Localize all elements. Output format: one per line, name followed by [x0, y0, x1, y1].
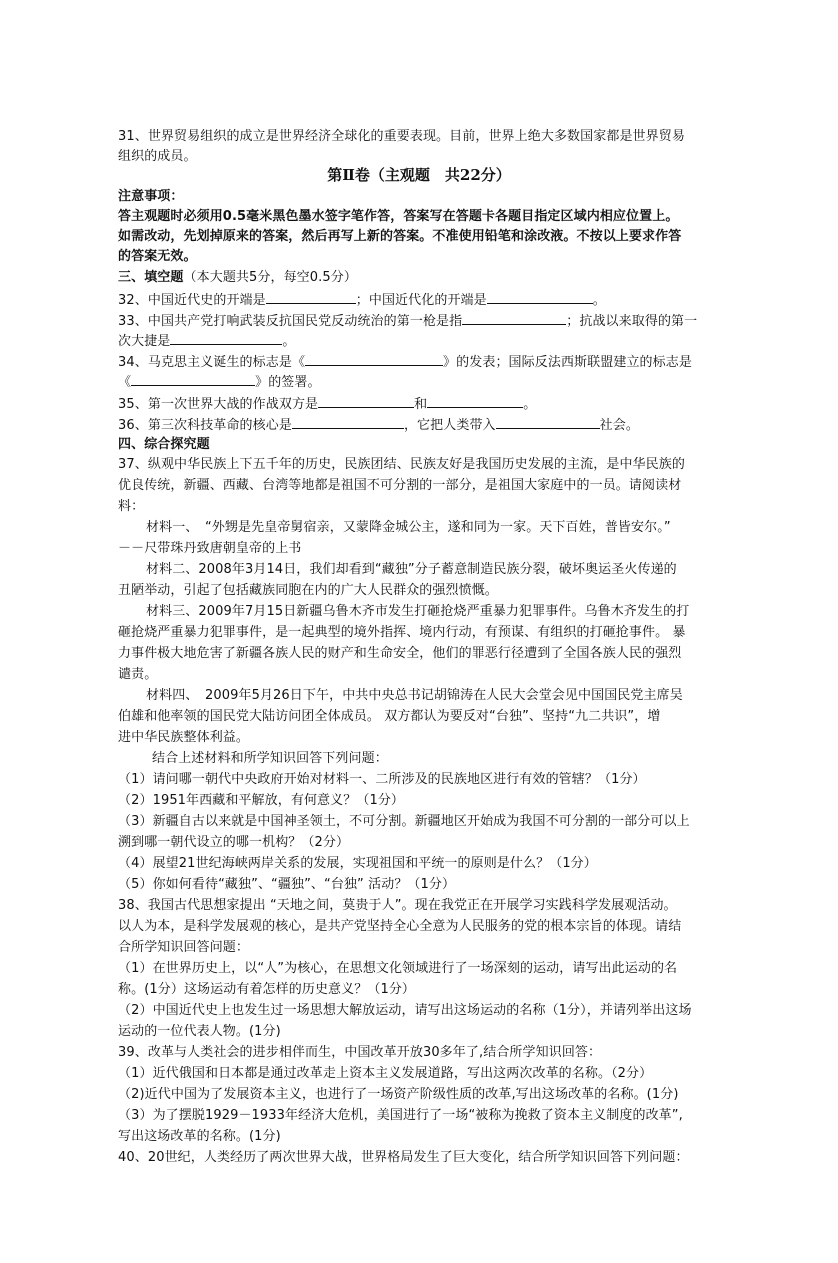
q34-text-b: 》的发表；国际反法西斯联盟建立的标志是: [443, 355, 692, 370]
q38-sub-2-line-2: 运动的一位代表人物。(1分): [118, 1024, 281, 1039]
q34: [118, 351, 730, 373]
q36-text-a: 36、第三次科技革命的核心是: [118, 418, 292, 433]
q36-blank-2[interactable]: [496, 414, 600, 429]
q36-text-b: ，它把人类带入: [403, 418, 496, 433]
q32-blank-2[interactable]: [487, 289, 593, 304]
q39-sub-3-line-1: （3）为了摆脱1929－1933年经济大危机，美国进行了一场“被称为挽救了资本主义制度的改革”,: [118, 1108, 683, 1123]
q34-text-a: 34、马克思主义诞生的标志是《: [118, 355, 306, 370]
part2-title: 第Ⅱ卷（主观题 共22分）: [327, 166, 511, 184]
material-2-line-2: 丑陋举动，引起了包括藏族同胞在内的广大人民群众的强烈愤慨。: [118, 583, 498, 598]
q38-line-3: 合所学知识回答问题：: [118, 940, 250, 955]
q34-blank-1[interactable]: [305, 351, 443, 366]
notice-line-1: 答主观题时必须用0.5毫米黑色墨水签字笔作答，答案写在答题卡各题目指定区域内相应位置上。: [118, 209, 679, 224]
material-3-line-3: 力事件极大地危害了新疆各族人民的财产和生命安全，他们的罪恶行径遭到了全国各族人民的强烈: [118, 646, 682, 661]
q31-line-1: 31、世界贸易组织的成立是世界经济全球化的重要表现。目前，世界上绝大多数国家都是世界贸易: [118, 129, 685, 144]
q37-sub-3-line-2: 溯到哪一朝代设立的哪一机构？（2分）: [118, 835, 350, 850]
q34-cont: [118, 371, 730, 393]
notice-line-3: 的答案无效。: [118, 249, 197, 264]
section4-heading: 四、综合探究题: [118, 437, 210, 452]
q32-blank-1[interactable]: [266, 289, 356, 304]
q35: [118, 393, 730, 415]
q35-text-b: 和: [414, 397, 428, 412]
section3-heading: 三、填空题: [118, 270, 184, 285]
material-4-line-2: 伯雄和他率领的国民党大陆访问团全体成员。 双方都认为要反对“台独”、坚持“九二共识”，增: [118, 709, 661, 724]
material-4-line-3: 进中华民族整体利益。: [118, 730, 250, 745]
q37-sub-1: （1）请问哪一朝代中央政府开始对材料一、二所涉及的民族地区进行有效的管辖？（1分）: [118, 772, 646, 787]
q35-blank-1[interactable]: [318, 393, 414, 408]
section3-heading-line: [118, 268, 730, 288]
q37-sub-4: （4）展望21世纪海峡两岸关系的发展，实现祖国和平统一的原则是什么？（1分）: [118, 856, 597, 871]
q40-line-1: 40、20世纪，人类经历了两次世界大战，世界格局发生了巨大变化，结合所学知识回答下列问题：: [118, 1150, 689, 1165]
q37-line-2: 优良传统，新疆、西藏、台湾等地都是祖国不可分割的一部分，是祖国大家庭中的一员。请阅读材: [118, 478, 682, 493]
q37-line-1: 37、纵观中华民族上下五千年的历史，民族团结、民族友好是我国历史发展的主流，是中华民族的: [118, 457, 685, 472]
q37-prompt: 结合上述材料和所学知识回答下列问题：: [152, 751, 388, 766]
q35-text-c: 。: [523, 397, 537, 412]
q32-text-c: 。: [592, 293, 606, 308]
q37-sub-2: （2）1951年西藏和平解放，有何意义？（1分）: [118, 793, 405, 808]
material-2-line-1: 材料二、2008年3月14日，我们却看到“藏独”分子蓄意制造民族分裂，破坏奥运圣火传递的: [146, 562, 677, 577]
q38-line-1: 38、我国古代思想家提出 “天地之间，莫贵于人”。现在我党正在开展学习实践科学发展观活动。: [118, 898, 677, 913]
q33-text-b: ；抗战以来取得的第一: [566, 314, 698, 329]
q36: [118, 414, 730, 436]
q39-sub-2: （2)近代中国为了发展资本主义，也进行了一场资产阶级性质的改革,写出这场改革的名称。(1分): [118, 1087, 679, 1102]
q37-line-3: 料：: [118, 499, 145, 514]
q33-text-d: 。: [282, 334, 296, 349]
q38-sub-1-line-1: （1）在世界历史上，以“人”为核心，在思想文化领域进行了一场深刻的运动，请写出此运动的名: [118, 961, 678, 976]
q38-line-2: 以人为本，是科学发展观的核心，是共产党坚持全心全意为人民服务的党的根本宗旨的体现。请结: [118, 919, 682, 934]
material-3-line-4: 谴责。: [118, 667, 158, 682]
q33-blank-2[interactable]: [170, 330, 282, 345]
material-3-line-2: 砸抢烧严重暴力犯罪事件，是一起典型的境外指挥、境内行动，有预谋、有组织的打砸抢事件。 暴: [118, 625, 686, 640]
q39-sub-1: （1）近代俄国和日本都是通过改革走上资本主义发展道路，写出这两次改革的名称。（2分）: [118, 1066, 653, 1081]
q33-text-a: 33、中国共产党打响武装反抗国民党反动统治的第一枪是指: [118, 314, 463, 329]
q32-text-a: 32、中国近代史的开端是: [118, 293, 266, 308]
q32: [118, 289, 730, 311]
q39-sub-3-line-2: 写出这场改革的名称。(1分): [118, 1129, 281, 1144]
q33-cont: [118, 330, 730, 352]
q36-blank-1[interactable]: [292, 414, 404, 429]
q34-blank-2[interactable]: [131, 371, 255, 386]
q38-sub-1-line-2: 称。(1分）这场运动有着怎样的历史意义？（1分）: [118, 982, 416, 997]
q33-blank-1[interactable]: [462, 310, 566, 325]
material-4-line-1: 材料四、 2009年5月26日下午，中共中央总书记胡锦涛在人民大会堂会见中国国民党主席吴: [146, 688, 683, 703]
material-1-line-1: 材料一、 “外甥是先皇帝舅宿亲，又蒙降金城公主，遂和同为一家。天下百姓，普皆安尔。”: [146, 520, 671, 535]
q35-blank-2[interactable]: [427, 393, 523, 408]
q38-sub-2-line-1: （2）中国近代史上也发生过一场思想大解放运动，请写出这场运动的名称（1分），并请列举出这场: [118, 1003, 692, 1018]
q31-line-2: 组织的成员。: [118, 149, 197, 164]
q39-line-1: 39、改革与人类社会的进步相伴而生，中国改革开放30多年了,结合所学知识回答：: [118, 1045, 602, 1060]
q37-sub-5: （5）你如何看待“藏独”、“疆独”、“台独” 活动？（1分）: [118, 877, 456, 892]
q34-text-c: 《: [118, 375, 132, 390]
q36-text-c: 社会。: [599, 418, 639, 433]
q33: [118, 310, 730, 332]
notice-heading: 注意事项：: [118, 189, 184, 204]
notice-line-2: 如需改动，先划掉原来的答案，然后再写上新的答案。不准使用铅笔和涂改液。不按以上要求作答: [118, 229, 682, 244]
material-3-line-1: 材料三、2009年7月15日新疆乌鲁木齐市发生打砸抢烧严重暴力犯罪事件。乌鲁木齐发生的打: [146, 604, 690, 619]
q37-sub-3-line-1: （3）新疆自古以来就是中国神圣领土，不可分割。新疆地区开始成为我国不可分割的一部分可以上: [118, 814, 690, 829]
q34-text-d: 》的签署。: [255, 375, 321, 390]
q33-text-c: 次大捷是: [118, 334, 171, 349]
q32-text-b: ；中国近代化的开端是: [355, 293, 487, 308]
q35-text-a: 35、第一次世界大战的作战双方是: [118, 397, 319, 412]
section3-note: （本大题共5分，每空0.5分）: [183, 270, 357, 285]
material-1-line-2: －－尺带珠丹致唐朝皇帝的上书: [118, 541, 302, 556]
